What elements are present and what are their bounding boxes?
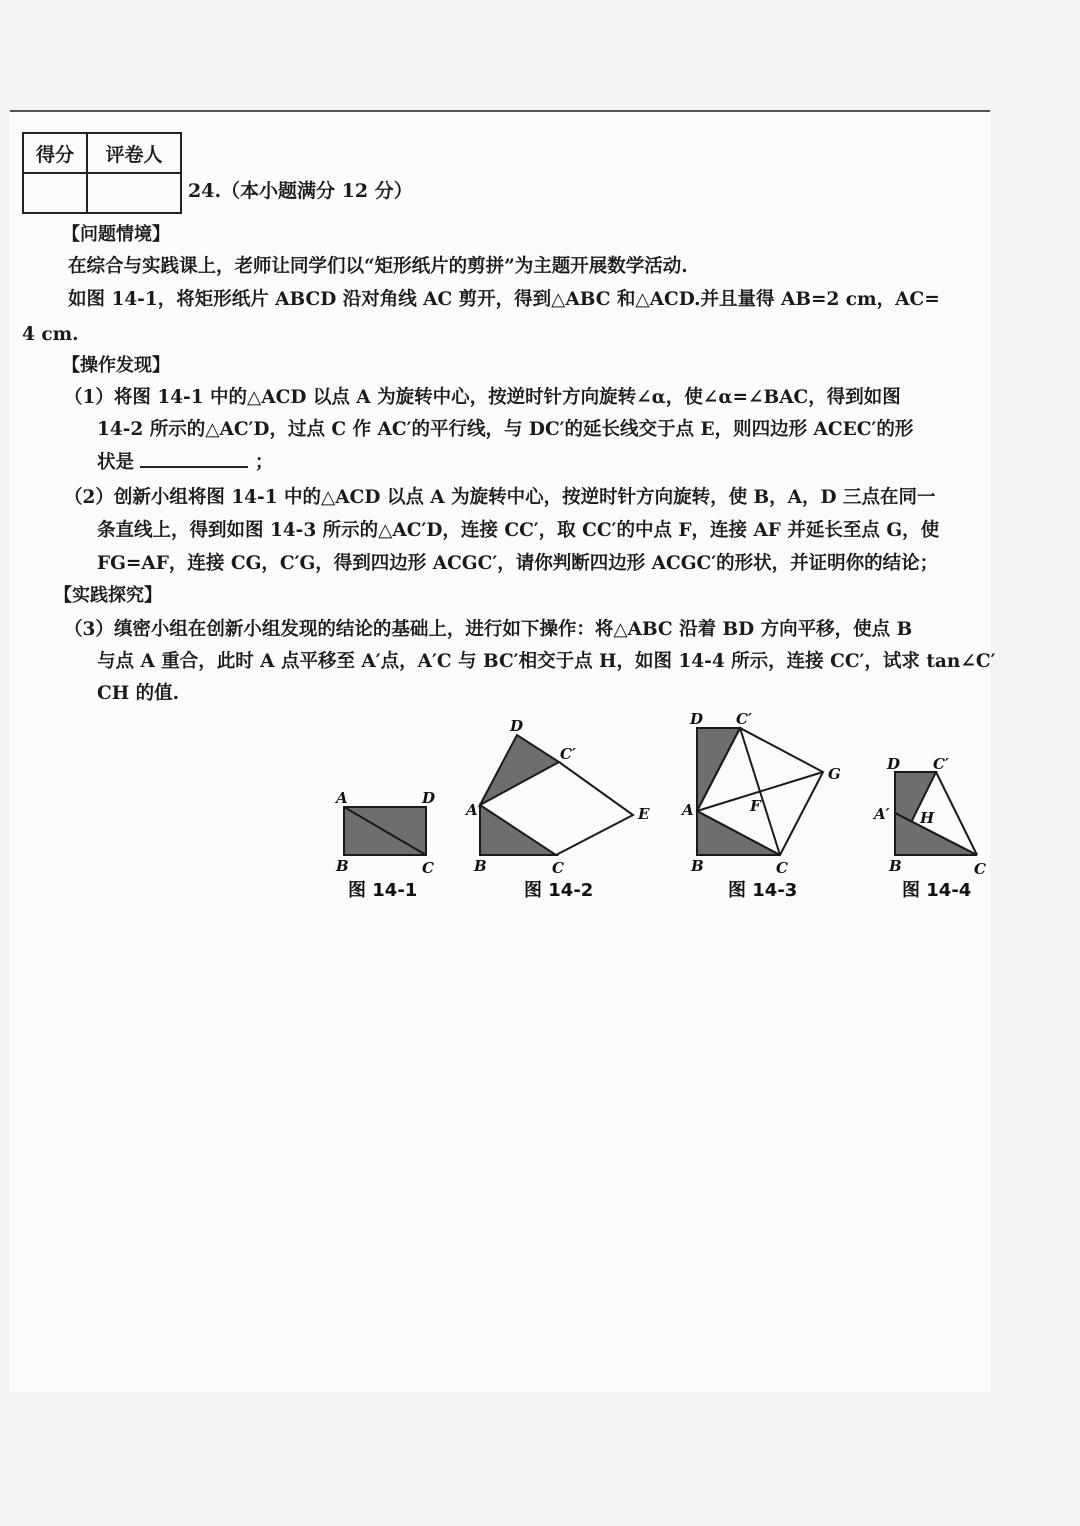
figures-row [320,705,1000,915]
caption-14-2: 图 14-2 [524,880,594,901]
section-operation-discovery: 【操作发现】 [62,355,170,376]
label-e: E [638,805,650,823]
q1-line-3-suffix: ； [254,452,274,473]
section-practice-exploration: 【实践探究】 [54,585,162,606]
caption-14-4: 图 14-4 [902,880,972,901]
grader-header: 评卷人 [87,133,181,173]
figure-14-4 [872,755,986,901]
label-c: C [974,860,986,878]
triangle-abc [480,805,556,855]
answer-blank[interactable] [140,446,248,468]
q1-line-3 [97,446,273,479]
segments-c1-e-c [556,762,633,855]
q2-line-1: （2）创新小组将图 14-1 中的△ACD 以点 A 为旋转中心，按逆时针方向旋转，使 B，A，D 三点在同一 [64,487,936,508]
intro-line-1: 在综合与实践课上，老师让同学们以“矩形纸片的剪拼”为主题开展数学活动. [68,256,688,277]
intro-line-2: 如图 14-1，将矩形纸片 ABCD 沿对角线 AC 剪开，得到△ABC 和△ACD.并且量得 AB=2 cm，AC= [68,289,940,310]
label-c-prime: C′ [560,745,576,763]
label-d: D [510,717,524,735]
figure-14-2 [464,717,650,901]
grader-cell [87,173,181,213]
label-b: B [889,857,902,875]
question-title: 24.（本小题满分 12 分） [188,180,413,202]
section-problem-context: 【问题情境】 [62,224,170,245]
caption-14-1: 图 14-1 [348,880,418,901]
score-table [22,132,182,214]
q2-line-2: 条直线上，得到如图 14-3 所示的△AC′D，连接 CC′，取 CC′的中点 F，连接 AF 并延长至点 G，使 [97,520,940,541]
score-header: 得分 [23,133,87,173]
q1-line-2: 14-2 所示的△AC′D，过点 C 作 AC′的平行线，与 DC′的延长线交于点 E，则四边形 ACEC′的形 [97,419,914,440]
q1-line-3-prefix: 状是 [97,452,135,473]
caption-14-3: 图 14-3 [728,880,798,901]
q3-line-2: 与点 A 重合，此时 A 点平移至 A′点，A′C 与 BC′相交于点 H，如图 14-4 所示，连接 CC′，试求 tan∠C′ [97,651,996,672]
q3-line-1: （3）缜密小组在创新小组发现的结论的基础上，进行如下操作：将△ABC 沿着 BD 方向平移，使点 B [64,619,913,640]
label-d: D [887,755,901,773]
label-a-prime: A′ [874,805,890,823]
q2-line-3: FG=AF，连接 CG，C′G，得到四边形 ACGC′，请你判断四边形 ACGC′的形状，并证明你的结论； [97,553,939,574]
label-a: A [682,801,694,819]
label-c: C [552,859,564,877]
q3-line-3: CH 的值. [97,683,180,704]
label-a: A [336,789,348,807]
label-d: D [690,710,704,728]
label-c-prime: C′ [736,710,752,728]
label-b: B [691,857,704,875]
q1-line-1: （1）将图 14-1 中的△ACD 以点 A 为旋转中心，按逆时针方向旋转∠α，使∠α=∠BAC，得到如图 [64,387,901,408]
figure-14-1 [334,789,435,901]
label-d: D [422,789,436,807]
label-c: C [776,859,788,877]
triangle-ac1d [480,735,559,805]
label-f: F [750,797,761,815]
label-c-prime: C′ [933,755,949,773]
figure-14-3 [680,710,841,901]
score-cell [23,173,87,213]
label-g: G [828,765,841,783]
intro-line-3: 4 cm. [22,324,79,345]
label-c: C [422,859,434,877]
label-h: H [920,809,935,827]
label-a: A [466,801,478,819]
label-b: B [474,857,487,875]
label-b: B [336,857,349,875]
